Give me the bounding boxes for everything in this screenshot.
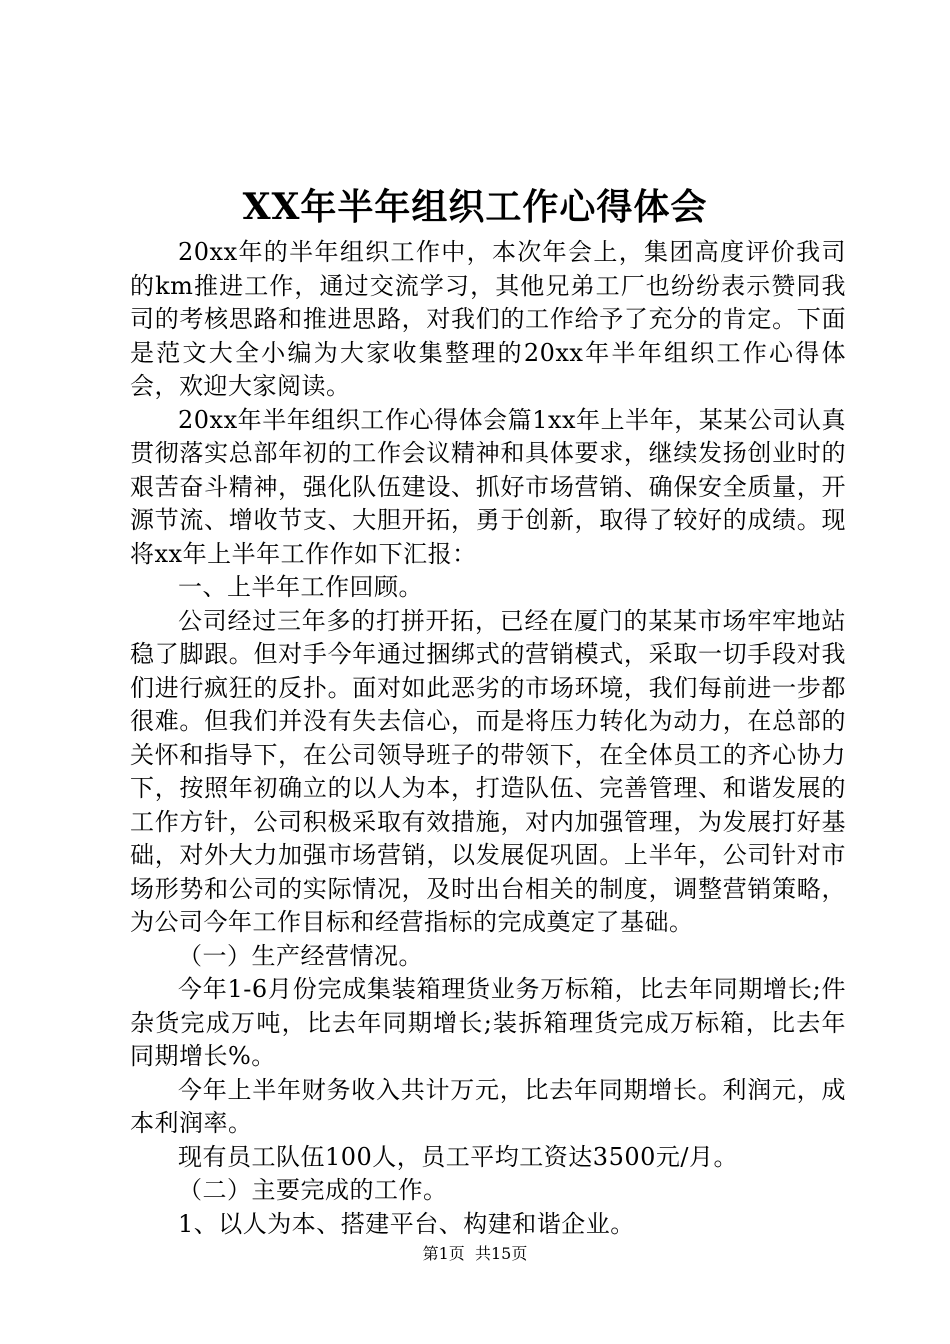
document-title: XX年半年组织工作心得体会	[242, 186, 708, 228]
paragraph-finance: 今年上半年财务收入共计万元，比去年同期增长。利润元，成本利润率。	[130, 1075, 846, 1137]
paragraph-report-intro: 20xx年半年组织工作心得体会篇1xx年上半年，某某公司认真贯彻落实总部年初的工作会议精神和具体要求，继续发扬创业时的艰苦奋斗精神，强化队伍建设、抓好市场营销、确保安全质量，开源节流、增收节支、大胆开拓，勇于创新，取得了较好的成绩。现将xx年上半年工作作如下汇报：	[130, 405, 846, 568]
paragraph-review: 公司经过三年多的打拼开拓，已经在厦门的某某市场牢牢地站稳了脚跟。但对手今年通过捆绑式的营销模式，采取一切手段对我们进行疯狂的反扑。面对如此恶劣的市场环境，我们每前进一步都很难。但我们并没有失去信心，而是将压力转化为动力，在总部的关怀和指导下，在公司领导班子的带领下，在全体员工的齐心协力下，按照年初确立的以人为本，打造队伍、完善管理、和谐发展的工作方针，公司积极采取有效措施，对内加强管理，为发展打好基础，对外大力加强市场营销，以发展促巩固。上半年，公司针对市场形势和公司的实际情况，及时出台相关的制度，调整营销策略，为公司今年工作目标和经营指标的完成奠定了基础。	[130, 606, 846, 936]
paragraph-item-1: 1、以人为本、搭建平台、构建和谐企业。	[178, 1209, 635, 1238]
section-heading-review: 一、上半年工作回顾。	[178, 573, 423, 601]
paragraph-operations: 今年1-6月份完成集装箱理货业务万标箱，比去年同期增长;件杂货完成万吨，比去年同期增长;装拆箱理货完成万标箱，比去年同期增长%。	[130, 975, 846, 1070]
paragraph-intro: 20xx年的半年组织工作中，本次年会上，集团高度评价我司的km推进工作，通过交流学习，其他兄弟工厂也纷纷表示赞同我司的考核思路和推进思路，对我们的工作给予了充分的肯定。下面是范文大全小编为大家收集整理的20xx年半年组织工作心得体会，欢迎大家阅读。	[130, 238, 846, 400]
subsection-heading-operations: （一）生产经营情况。	[178, 941, 423, 970]
page-footer	[0, 1242, 950, 1266]
page-number: 第1页	[422, 1244, 465, 1263]
page-total: 共15页	[474, 1244, 528, 1263]
subsection-heading-work: （二）主要完成的工作。	[178, 1176, 448, 1204]
document-body	[130, 236, 846, 1241]
paragraph-staff: 现有员工队伍100人，员工平均工资达3500元/月。	[178, 1142, 738, 1171]
